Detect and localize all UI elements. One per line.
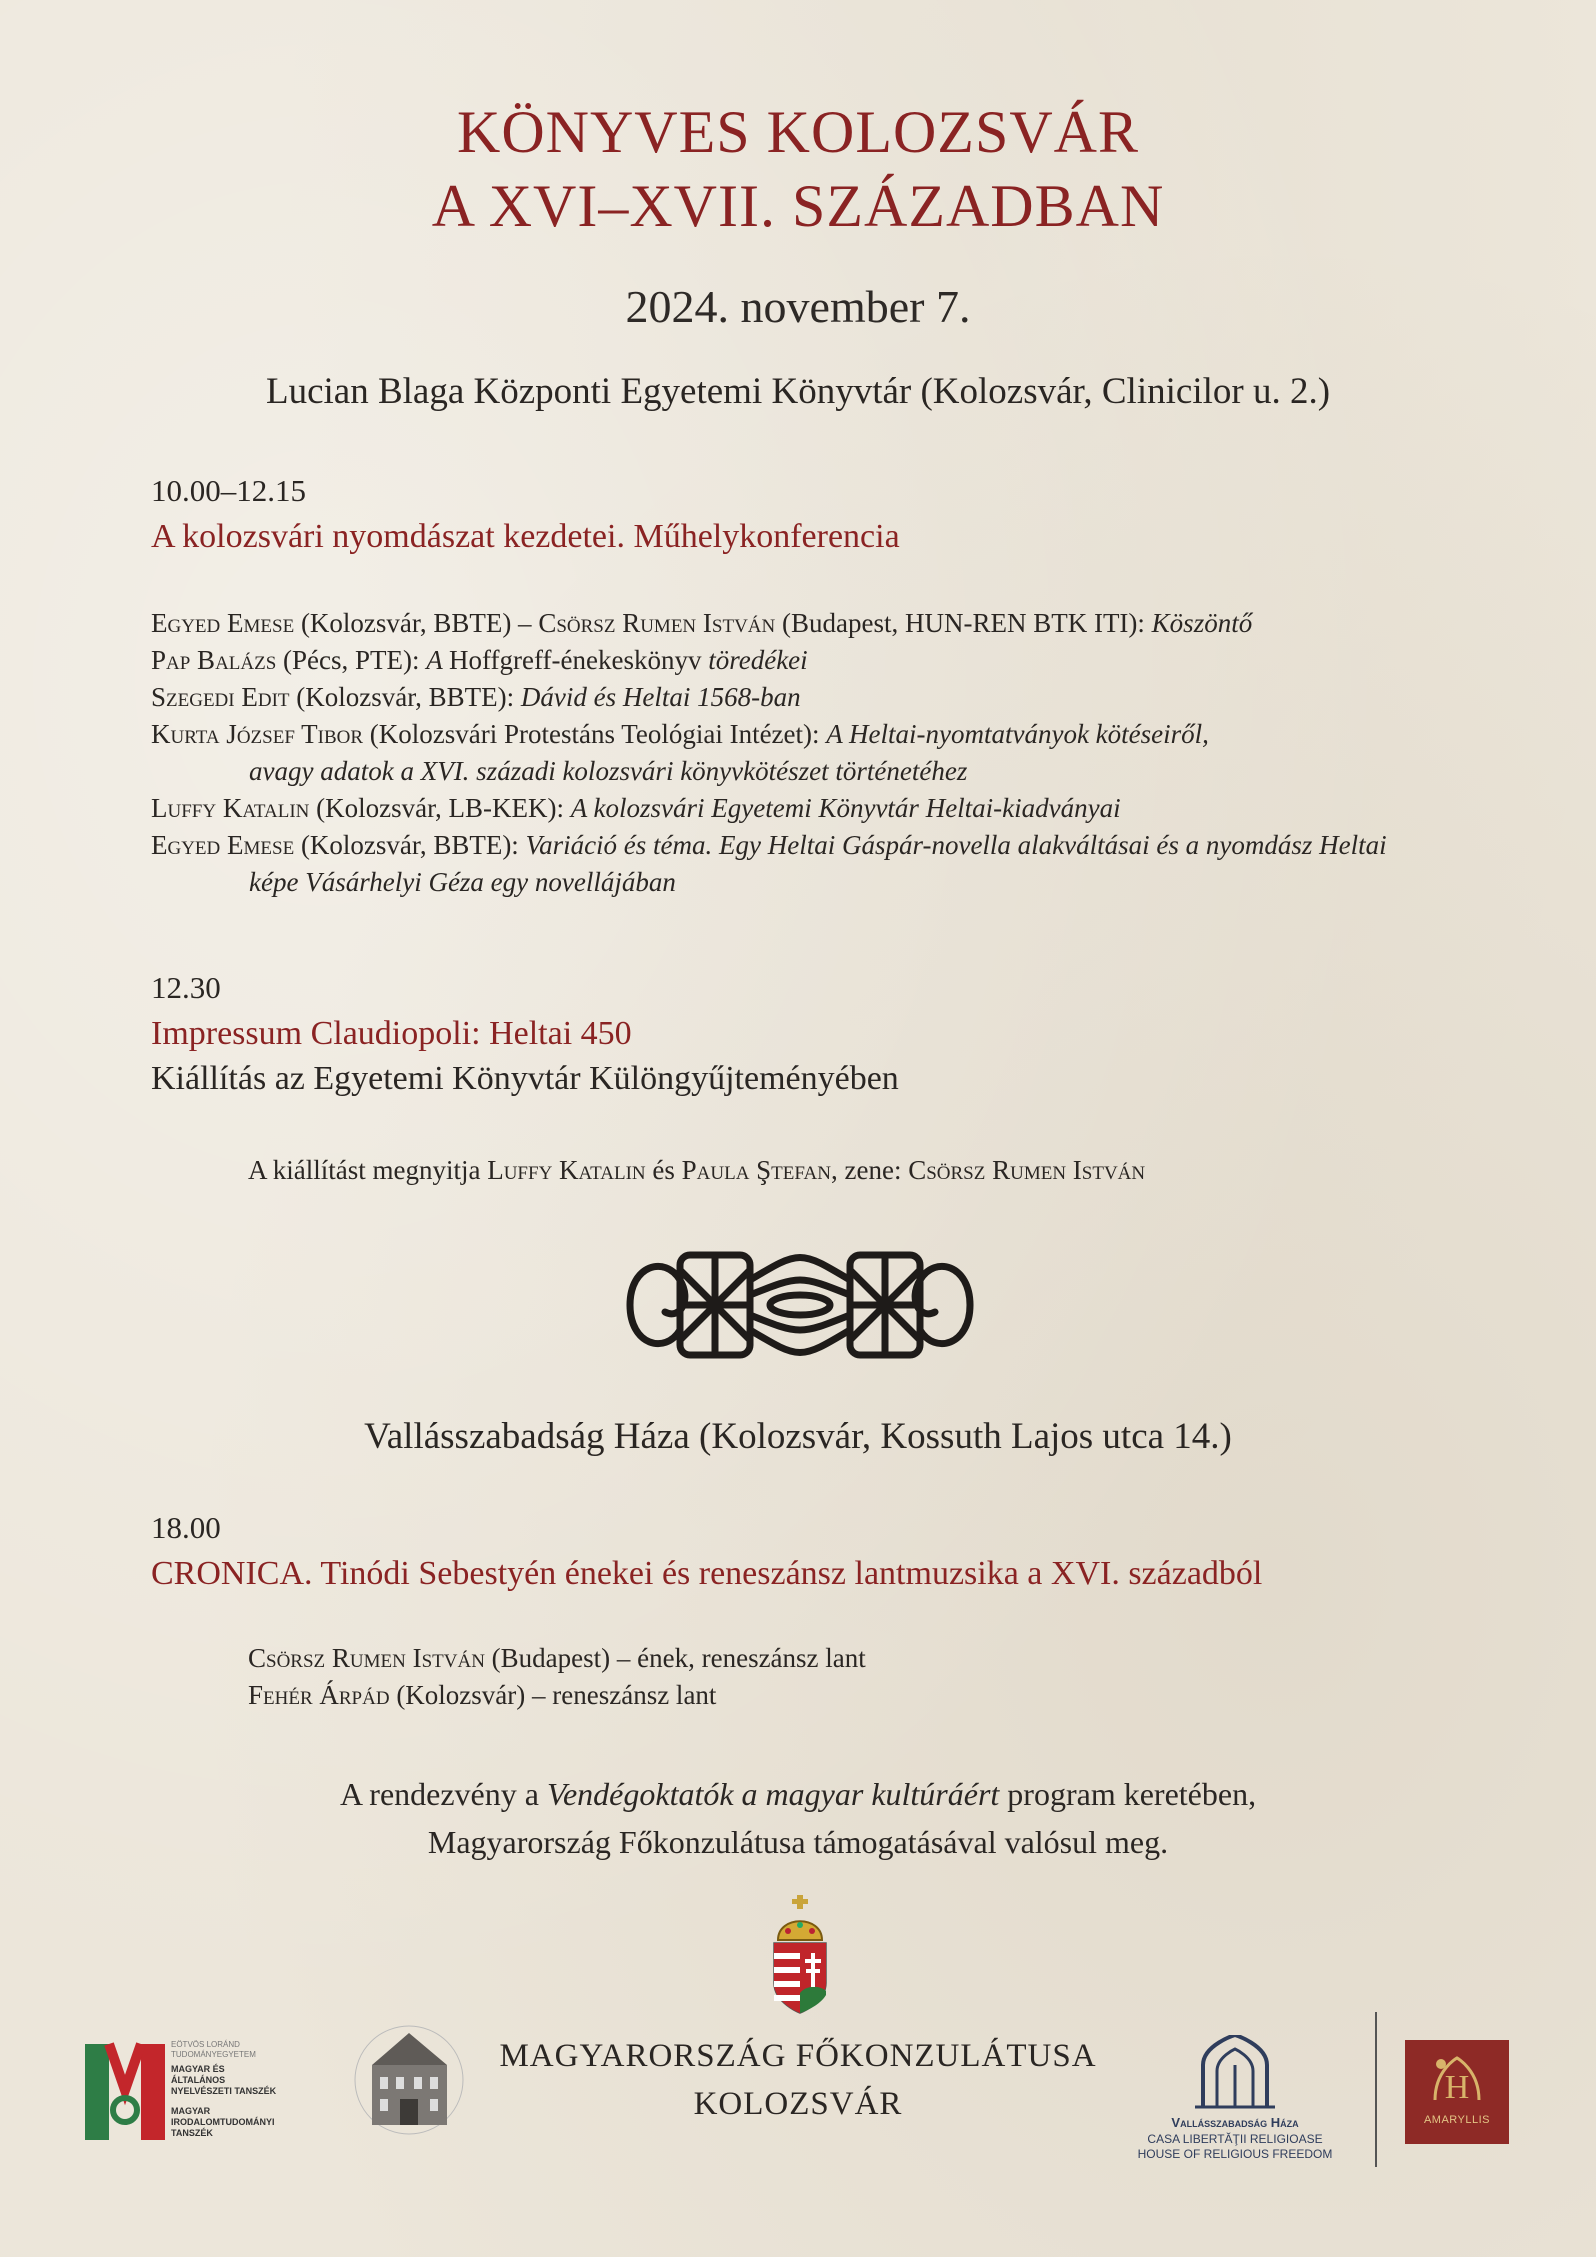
house-name-ro: CASA LIBERTĂŢII RELIGIOASE (1147, 2132, 1323, 2146)
talk-row (151, 642, 1387, 679)
speaker-name: Csörsz Rumen István (538, 608, 776, 638)
svg-text:H: H (1444, 2069, 1470, 2106)
session1-talk-list (151, 605, 1387, 901)
house-name-en: HOUSE OF RELIGIOUS FREEDOM (1137, 2147, 1333, 2161)
elte-emblem-icon (85, 2040, 165, 2140)
speaker-affiliation: (Budapest, HUN-REN BTK ITI): (775, 608, 1152, 638)
house-of-religious-freedom-logo (1120, 2035, 1350, 2165)
venue-house-of-religious-freedom: Vallásszabadság Háza (Kolozsvár, Kossuth Lajos utca 14.) (364, 1416, 1232, 1457)
logo-divider (1375, 2012, 1377, 2167)
talk-title: A Heltai-nyomtatványok kötéseiről, (826, 719, 1209, 749)
talk-title: Dávid és Heltai 1568-ban (520, 682, 801, 712)
opening-prefix: A kiállítást megnyitja (248, 1155, 488, 1185)
talk-title: töredékei (701, 645, 808, 675)
talk-title: Variáció és téma. Egy Heltai Gáspár-novella alakváltásai és a nyomdász Heltai (525, 830, 1387, 860)
speaker-affiliation: (Kolozsvár, BBTE): (289, 682, 521, 712)
knotwork-ornament-icon (620, 1240, 980, 1370)
musician-name: Csörsz Rumen István (908, 1155, 1146, 1185)
performer-role: (Budapest) – ének, reneszánsz lant (484, 1643, 866, 1673)
talk-title: A kolozsvári Egyetemi Könyvtár Heltai-kiadványai (570, 793, 1121, 823)
talk-row (151, 827, 1387, 864)
hungarian-coat-of-arms-icon (770, 1895, 830, 2015)
consulate-line2: KOLOZSVÁR (693, 2086, 903, 2122)
performer-role: (Kolozsvár) – reneszánsz lant (389, 1680, 717, 1710)
talk-row (151, 790, 1387, 827)
session2-time: 12.30 (151, 970, 221, 1005)
performer-list (248, 1640, 866, 1714)
talk-row (151, 679, 1387, 716)
speaker-affiliation: (Kolozsvár, BBTE) – (294, 608, 539, 638)
funding-note-line2: Magyarország Főkonzulátusa támogatásával valósul meg. (427, 1824, 1169, 1860)
speaker-name: Egyed Emese (151, 608, 295, 638)
talk-row (151, 716, 1387, 753)
speaker-name: Luffy Katalin (151, 793, 310, 823)
funding-note-text: program keretében, (999, 1776, 1257, 1812)
speaker-name: Szegedi Edit (151, 682, 290, 712)
performer-row (248, 1677, 866, 1714)
talk-title-continuation: avagy adatok a XVI. századi kolozsvári könyvkötészet történetéhez (249, 756, 968, 786)
program-name: Vendégoktatók a magyar kultúráért (546, 1776, 1000, 1812)
title-line-1: KÖNYVES KOLOZSVÁR (456, 99, 1139, 165)
gothic-arch-icon (1195, 2035, 1275, 2110)
session2-subtitle: Kiállítás az Egyetemi Könyvtár Különgyűjteményében (151, 1060, 899, 1097)
performer-row (248, 1640, 866, 1677)
performer-name: Fehér Árpád (248, 1680, 390, 1710)
title-line-2: A XVI–XVII. SZÁZADBAN (431, 173, 1165, 239)
opening-music-label: , zene: (831, 1155, 909, 1185)
amaryllis-logo (1405, 2040, 1509, 2144)
speaker-affiliation: (Pécs, PTE): (276, 645, 427, 675)
speaker-name: Kurta József Tibor (151, 719, 364, 749)
exhibition-opening (248, 1152, 1145, 1189)
opening-conjunction: és (645, 1155, 682, 1185)
consulate-line1: MAGYARORSZÁG FŐKONZULÁTUSA (499, 2038, 1097, 2074)
session1-title: A kolozsvári nyomdászat kezdetei. Műhelykonferencia (151, 518, 900, 555)
elte-logo (85, 2040, 285, 2140)
speaker-affiliation: (Kolozsvári Protestáns Teológiai Intézet): (363, 719, 827, 749)
funding-note (0, 1770, 1596, 1866)
talk-title-prefix: A (426, 645, 450, 675)
speaker-affiliation: (Kolozsvár, BBTE): (294, 830, 526, 860)
session3-time: 18.00 (151, 1510, 221, 1545)
funding-note-text: A rendezvény a (339, 1776, 547, 1812)
talk-title-continuation: képe Vásárhelyi Géza egy novellájában (249, 867, 676, 897)
opener-name: Paula Ştefan (681, 1155, 831, 1185)
session2-title: Impressum Claudiopoli: Heltai 450 (151, 1015, 632, 1052)
performer-name: Csörsz Rumen István (248, 1643, 485, 1673)
session3-title: CRONICA. Tinódi Sebestyén énekei és reneszánsz lantmuzsika a XVI. századból (151, 1555, 1263, 1592)
talk-row (151, 605, 1387, 642)
speaker-name: Pap Balázs (151, 645, 277, 675)
elte-dept2: MAGYAR IRODALOMTUDOMÁNYI TANSZÉK (171, 2106, 275, 2138)
amaryllis-name: AMARYLLIS (1423, 2114, 1491, 2126)
speaker-name: Egyed Emese (151, 830, 295, 860)
talk-title-book: Hoffgreff-énekeskönyv (449, 645, 702, 675)
elte-name: EÖTVÖS LORÁND TUDOMÁNYEGYETEM (171, 2040, 256, 2059)
speaker-affiliation: (Kolozsvár, LB-KEK): (309, 793, 571, 823)
talk-title: Köszöntő (1151, 608, 1253, 638)
house-name-hu: Vallásszabadság Háza (1171, 2115, 1299, 2130)
session1-time: 10.00–12.15 (151, 473, 306, 508)
event-date: 2024. november 7. (625, 281, 971, 332)
venue-library: Lucian Blaga Központi Egyetemi Könyvtár (Kolozsvár, Clinicilor u. 2.) (265, 371, 1331, 412)
university-library-seal-icon (352, 2005, 467, 2155)
amaryllis-emblem-icon (1405, 2040, 1509, 2120)
opener-name: Luffy Katalin (487, 1155, 646, 1185)
elte-dept1: MAGYAR ÉS ÁLTALÁNOS NYELVÉSZETI TANSZÉK (171, 2064, 277, 2096)
